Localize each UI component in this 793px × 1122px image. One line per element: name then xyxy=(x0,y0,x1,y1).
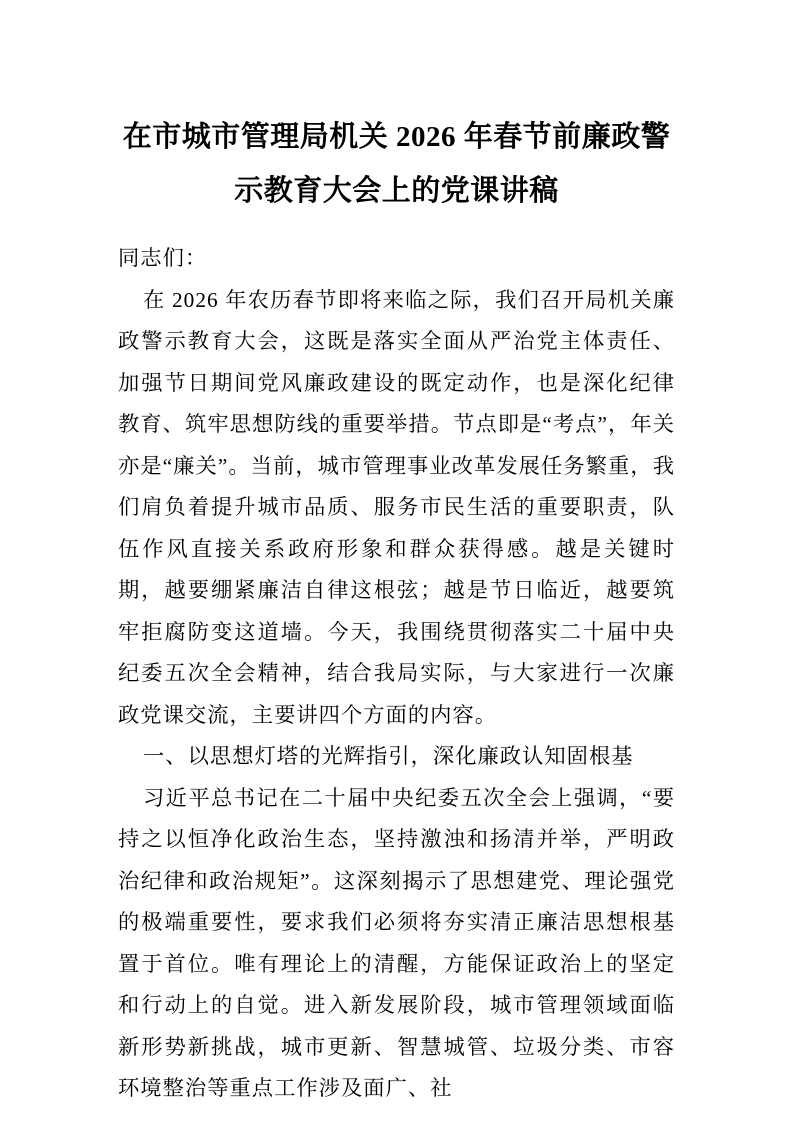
section-heading-1: 一、以思想灯塔的光辉指引，深化廉政认知固根基 xyxy=(143,744,634,768)
paragraph-intro: 在 2026 年农历春节即将来临之际，我们召开局机关廉政警示教育大会，这既是落实全面从严治党主体责任、加强节日期间党风廉政建设的既定动作，也是深化纪律教育、筑牢思想防线的重要举措。节点即是“考点”，年关亦是“廉关”。当前，城市管理事业改革发展任务繁重，我们肩负着提升城市品质、服务市民生活的重要职责，队伍作风直接关系政府形象和群众获得感。越是关键时期，越要绷紧廉洁自律这根弦；越是节日临近，越要筑牢拒腐防变这道墙。今天，我围绕贯彻落实二十届中央纪委五次全会精神，结合我局实际，与大家进行一次廉政党课交流，主要讲四个方面的内容。 xyxy=(118,287,675,727)
document-title xyxy=(116,110,677,218)
title-line-2: 示教育大会上的党课讲稿 xyxy=(234,175,559,207)
paragraph-section-1: 习近平总书记在二十届中央纪委五次全会上强调，“要持之以恒净化政治生态，坚持激浊和扬清并举，严明政治纪律和政治规矩”。这深刻揭示了思想建党、理论强党的极端重要性，要求我们必须将夯实清正廉洁思想根基置于首位。唯有理论上的清醒，方能保证政治上的坚定和行动上的自觉。进入新发展阶段，城市管理领域面临新形势新挑战，城市更新、智慧城管、垃圾分类、市容环境整治等重点工作涉及面广、社 xyxy=(118,785,675,1100)
salutation: 同志们： xyxy=(118,246,208,270)
document-body xyxy=(118,238,675,1110)
title-line-1: 在市城市管理局机关 2026 年春节前廉政警 xyxy=(122,121,671,153)
